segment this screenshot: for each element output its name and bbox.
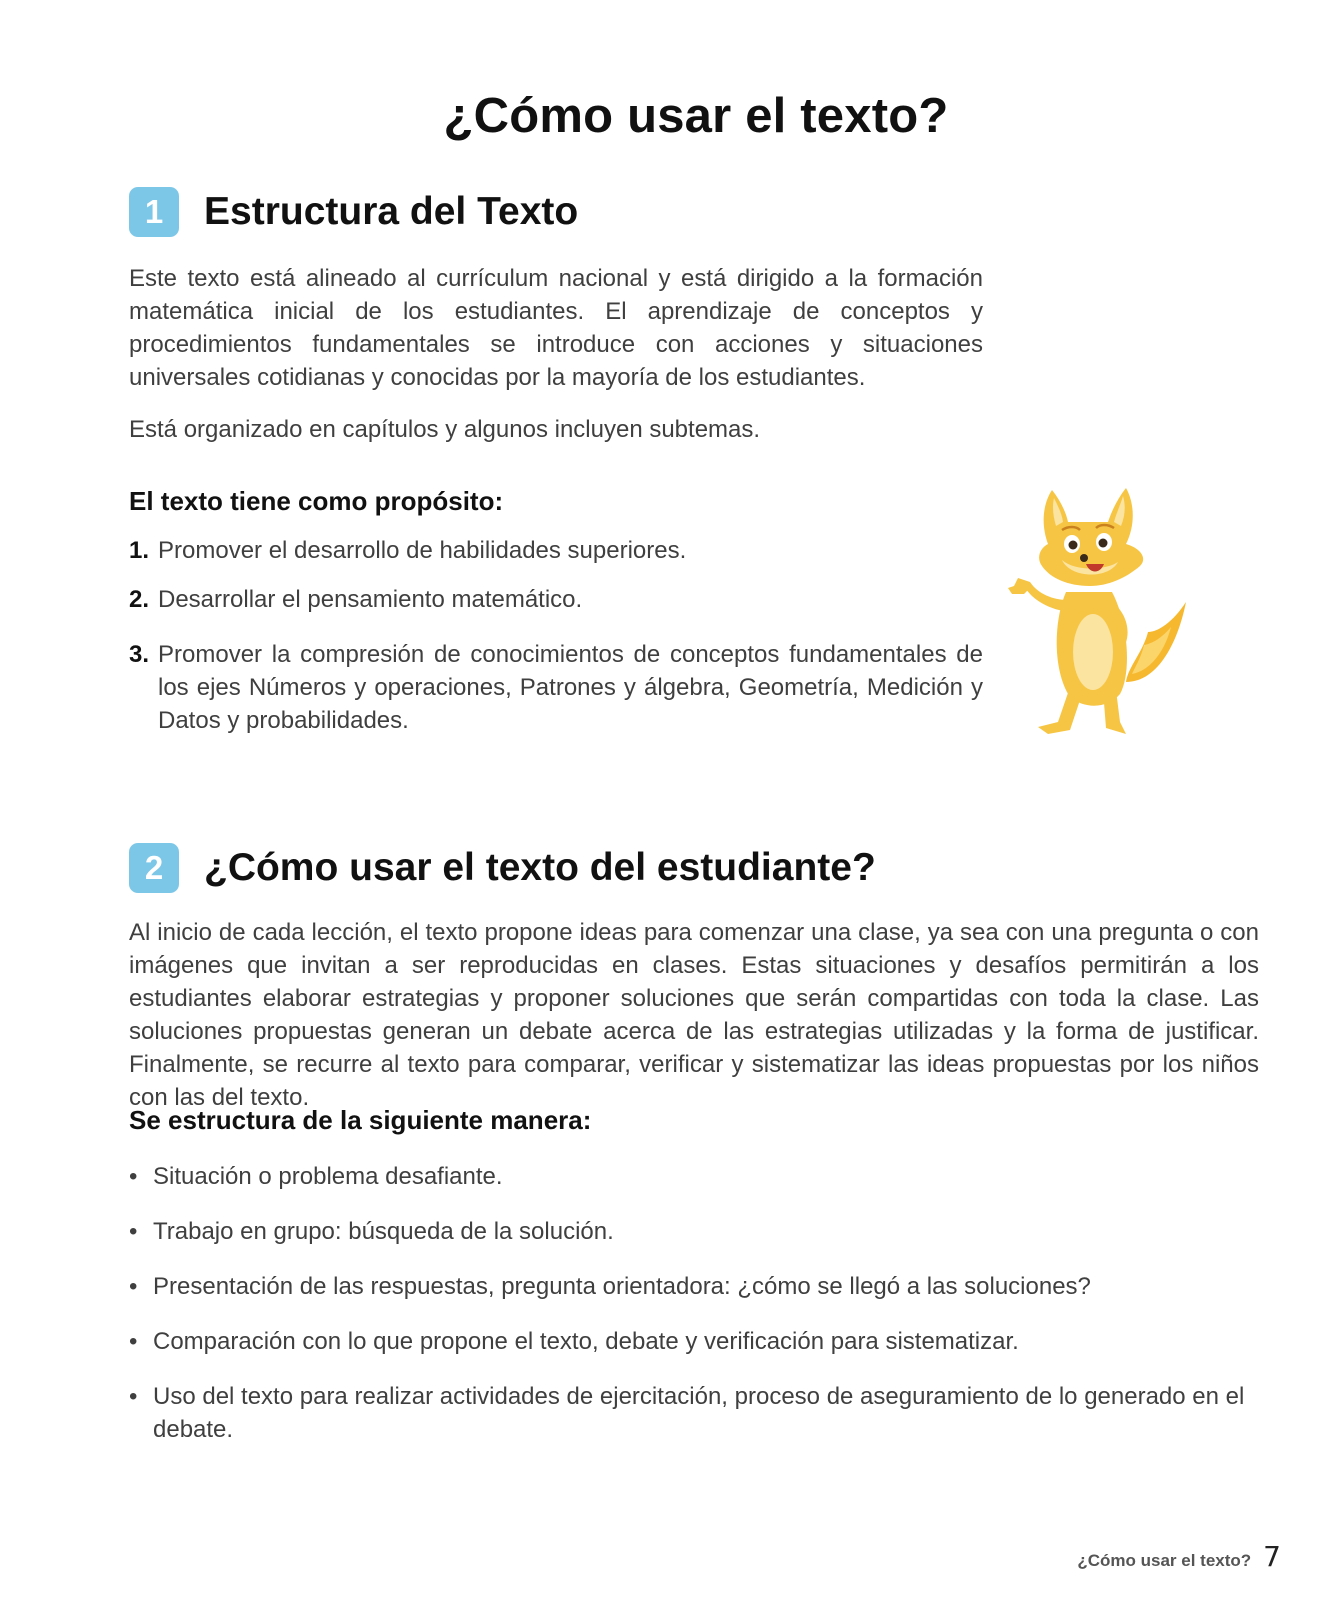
bullet-icon: •	[129, 1273, 138, 1300]
purpose-heading: El texto tiene como propósito:	[129, 486, 504, 516]
page-title: ¿Cómo usar el texto?	[443, 89, 949, 143]
section-2-number-badge: 2	[129, 843, 179, 893]
section-1-paragraph-1: Este texto está alineado al currículum nacional y está dirigido a la formación matemática inicial de los estudiantes. El aprendizaje de conceptos y procedimientos fundamentales se introduce con acciones y situaciones universales cotidianas y conocidas por la mayoría de los estudiantes.	[129, 265, 983, 391]
structure-list	[129, 1160, 1259, 1446]
bullet-icon: •	[129, 1218, 138, 1245]
footer-label: ¿Cómo usar el texto?	[1077, 1551, 1252, 1570]
structure-item	[129, 1160, 1259, 1193]
fox-mascot-icon	[1008, 482, 1198, 744]
bullet-icon: •	[129, 1163, 138, 1190]
bullet-icon: •	[129, 1328, 138, 1355]
section-2-header	[129, 843, 876, 893]
section-1-number-badge: 1	[129, 187, 179, 237]
section-1-header	[129, 187, 578, 237]
purpose-item-number: 3.	[129, 641, 150, 668]
structure-item	[129, 1380, 1259, 1446]
structure-item-text: Situación o problema desafiante.	[153, 1163, 503, 1190]
purpose-item-number: 1.	[129, 537, 150, 564]
purpose-item	[129, 534, 983, 567]
purpose-item-number: 2.	[129, 586, 150, 613]
bullet-icon: •	[129, 1383, 138, 1410]
structure-item	[129, 1325, 1259, 1358]
purpose-list	[129, 534, 983, 737]
section-2-paragraph: Al inicio de cada lección, el texto propone ideas para comenzar una clase, ya sea con una pregunta o con imágenes que invitan a ser reproducidas en clases. Estas situaciones y desafíos permitirán a los estudiantes elaborar estrategias y proponer soluciones que serán compartidas con toda la clase. Las soluciones propuestas generan un debate acerca de las estrategias utilizadas y la forma de justificar. Finalmente, se recurre al texto para comparar, verificar y sistematizar las ideas propuestas por los niños con las del texto.	[129, 919, 1259, 1111]
purpose-item	[129, 583, 983, 616]
purpose-item-text: Desarrollar el pensamiento matemático.	[158, 586, 583, 613]
structure-item-text: Comparación con lo que propone el texto, debate y verificación para sistematizar.	[153, 1328, 1019, 1355]
structure-item-text: Presentación de las respuestas, pregunta orientadora: ¿cómo se llegó a las soluciones?	[153, 1273, 1091, 1300]
structure-item-text: Uso del texto para realizar actividades de ejercitación, proceso de aseguramiento de lo generado en el debate.	[153, 1383, 1245, 1443]
purpose-item	[129, 638, 983, 737]
structure-item	[129, 1270, 1259, 1303]
section-1-paragraph-2: Está organizado en capítulos y algunos incluyen subtemas.	[129, 416, 761, 443]
structure-item-text: Trabajo en grupo: búsqueda de la solución.	[153, 1218, 614, 1245]
structure-item	[129, 1215, 1259, 1248]
page-footer	[1077, 1540, 1281, 1573]
section-2-title: ¿Cómo usar el texto del estudiante?	[204, 846, 876, 889]
purpose-item-text: Promover la compresión de conocimientos de conceptos fundamentales de los ejes Números y operaciones, Patrones y álgebra, Geometría, Medición y Datos y probabilidades.	[158, 641, 983, 734]
page-number: 7	[1263, 1540, 1281, 1573]
structure-heading: Se estructura de la siguiente manera:	[129, 1105, 592, 1135]
section-1-title: Estructura del Texto	[204, 190, 579, 233]
purpose-item-text: Promover el desarrollo de habilidades superiores.	[158, 537, 687, 564]
